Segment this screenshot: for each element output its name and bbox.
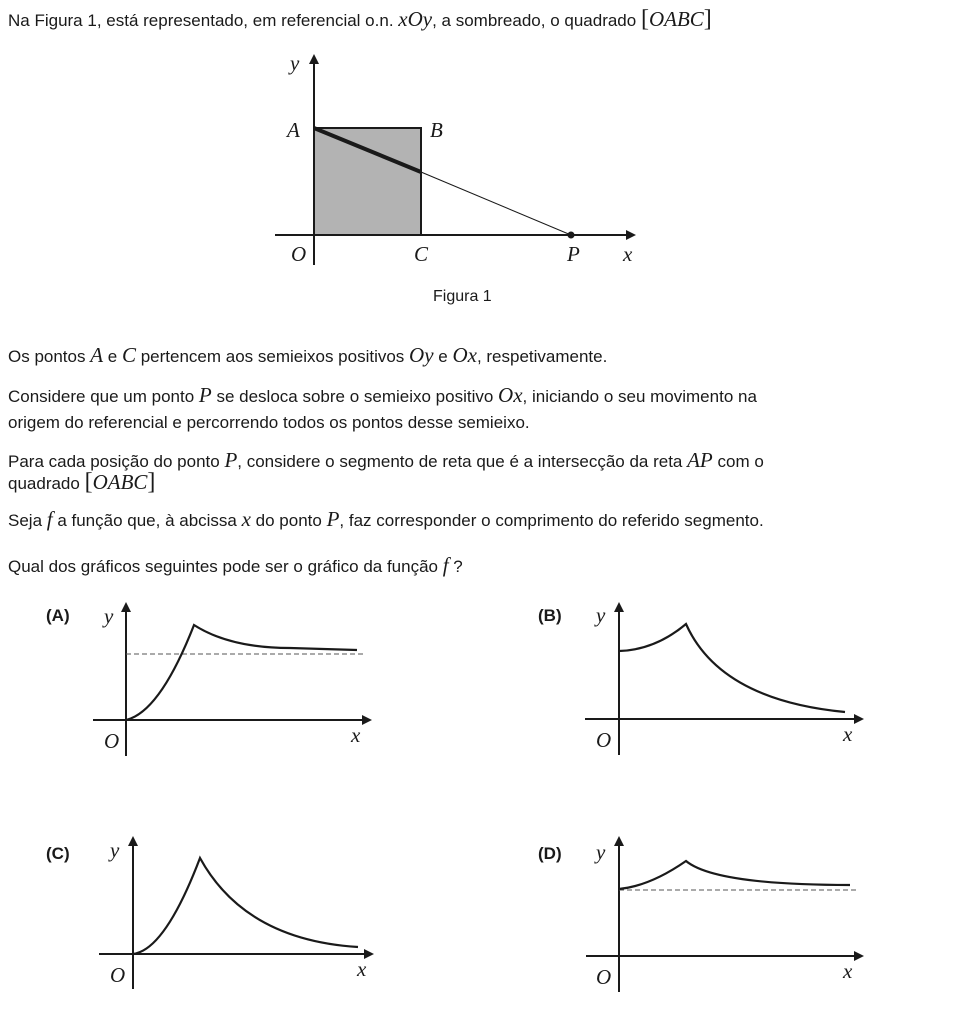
- intro-text-part: Na Figura 1, está representado, em referencial o.n.: [8, 11, 399, 30]
- figure-1: [0, 0, 980, 320]
- paragraph-3-line-2: [8, 471, 155, 495]
- paragraph-4: [8, 508, 764, 532]
- text: , faz corresponder o comprimento do referido segmento.: [339, 511, 764, 530]
- math: Oy: [409, 343, 434, 367]
- svg-text:x: x: [357, 957, 367, 981]
- text: pertencem aos semieixos positivos: [135, 347, 410, 366]
- bracket-open: [: [84, 469, 93, 495]
- math: P: [224, 448, 238, 472]
- math: C: [121, 343, 136, 367]
- svg-text:x: x: [351, 723, 361, 747]
- text: Os pontos: [8, 347, 91, 366]
- option-c-label: (C): [46, 844, 70, 863]
- point-p: [568, 232, 575, 239]
- text: , respetivamente.: [476, 347, 608, 366]
- text: , considere o segmento de reta que é a intersecção da reta: [237, 452, 688, 471]
- option-d-label: (D): [538, 844, 562, 863]
- text: e: [433, 347, 453, 366]
- bracket-open: [: [640, 6, 649, 32]
- text: Qual dos gráficos seguintes pode ser o gráfico da função: [8, 557, 443, 576]
- math: f: [442, 553, 449, 577]
- math: OABC: [92, 470, 148, 494]
- math-square-name: OABC: [648, 7, 704, 31]
- math: f: [46, 507, 53, 531]
- text: do ponto: [250, 511, 327, 530]
- text: e: [103, 347, 122, 366]
- text: se desloca sobre o semieixo positivo: [211, 387, 499, 406]
- label-x: x: [623, 242, 633, 266]
- option-d-graph[interactable]: [538, 838, 862, 992]
- svg-text:O: O: [596, 728, 612, 752]
- svg-text:y: y: [104, 604, 114, 628]
- label-c: C: [414, 242, 429, 266]
- bracket-close: ]: [147, 469, 156, 495]
- math: AP: [687, 448, 713, 472]
- text: , iniciando o seu movimento na: [522, 387, 757, 406]
- text: ?: [448, 557, 463, 576]
- svg-text:x: x: [843, 959, 853, 983]
- text: com o: [712, 452, 764, 471]
- label-p: P: [567, 242, 580, 266]
- square-oabc: [314, 128, 421, 235]
- label-a: A: [287, 118, 300, 142]
- option-a-graph[interactable]: [46, 604, 370, 756]
- text: quadrado: [8, 474, 85, 493]
- math: x: [241, 507, 251, 531]
- math: A: [90, 343, 104, 367]
- option-a-label: (A): [46, 606, 70, 625]
- text: Seja: [8, 511, 47, 530]
- paragraph-2-line-2: origem do referencial e percorrendo todos os pontos desse semieixo.: [8, 413, 530, 432]
- math: P: [198, 383, 212, 407]
- question-text: [8, 554, 463, 578]
- text: a função que, à abcissa: [52, 511, 242, 530]
- svg-text:x: x: [843, 722, 853, 746]
- label-o: O: [291, 242, 307, 266]
- label-y: y: [290, 51, 300, 75]
- svg-text:y: y: [596, 840, 606, 864]
- intro-text-part: , a sombreado, o quadrado: [432, 11, 641, 30]
- option-b-graph[interactable]: [538, 603, 862, 755]
- label-b: B: [430, 118, 443, 142]
- paragraph-2: [8, 384, 757, 408]
- text: Considere que um ponto: [8, 387, 199, 406]
- paragraph-1: [8, 344, 607, 368]
- svg-text:O: O: [110, 963, 126, 987]
- option-c-graph[interactable]: [46, 838, 372, 989]
- svg-text:O: O: [104, 729, 120, 753]
- math: Ox: [498, 383, 523, 407]
- option-b-label: (B): [538, 606, 562, 625]
- figure-caption: Figura 1: [433, 288, 492, 305]
- text: Para cada posição do ponto: [8, 452, 225, 471]
- bracket-close: ]: [703, 6, 712, 32]
- svg-text:y: y: [596, 603, 606, 627]
- math-xoy: xOy: [398, 7, 433, 31]
- line-ap: [421, 172, 571, 235]
- svg-text:O: O: [596, 965, 612, 989]
- math: Ox: [452, 343, 477, 367]
- math: P: [326, 507, 340, 531]
- svg-text:y: y: [110, 838, 120, 862]
